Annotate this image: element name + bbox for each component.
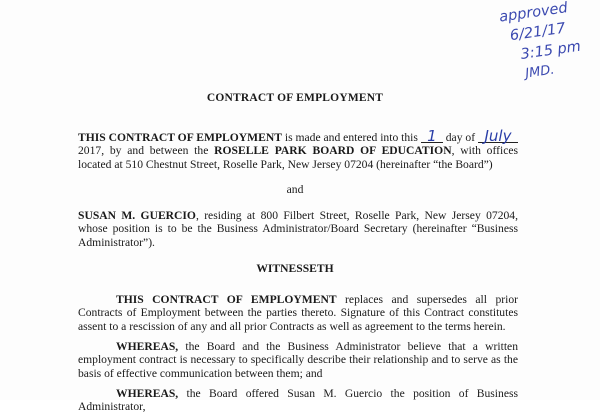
- approval-time: 3:15 pm: [519, 38, 582, 63]
- whereas-paragraph-1: [78, 340, 518, 380]
- whereas-1-text: the Board and the Business Administrator believe that a written employment contract is necessary to specifically describe their relationship and to serve as the basis of effective communication between them; and: [78, 340, 518, 380]
- supersede-paragraph: [78, 293, 518, 333]
- supersede-bold-lead: THIS CONTRACT OF EMPLOYMENT: [116, 293, 337, 306]
- handwritten-approval-note: [496, 0, 610, 87]
- party-name: SUSAN M. GUERCIO: [78, 209, 196, 222]
- witnesseth-heading: WITNESSETH: [256, 262, 334, 275]
- whereas-paragraph-2: [78, 387, 518, 414]
- whereas-2-bold-lead: WHEREAS,: [116, 387, 179, 400]
- opening-paragraph: [78, 127, 518, 171]
- opening-text-1: is made and entered into this: [281, 131, 421, 144]
- opening-text-2: day of: [442, 131, 478, 144]
- opening-text-3: 2017, by and between the: [78, 144, 215, 158]
- and-separator: and: [286, 183, 304, 196]
- board-name: ROSELLE PARK BOARD OF EDUCATION: [214, 144, 452, 158]
- approval-word: approved: [498, 0, 569, 26]
- party-paragraph: [78, 209, 518, 249]
- document-title: CONTRACT OF EMPLOYMENT: [206, 92, 384, 104]
- approval-initials: JMD.: [524, 62, 556, 82]
- month-field: July: [478, 130, 518, 143]
- supersede-text: replaces and supersedes all prior Contracts of Employment between the parties thereto. Signature of this Contract constitutes assent to a rescission of any and all prior Contracts as well as agreement to the terms herein.: [78, 293, 518, 333]
- day-field: 1: [421, 130, 443, 143]
- opening-text-4: , with offices located at 510 Chestnut Street, Roselle Park, New Jersey 07204 (hereinafter “the Board”): [78, 144, 518, 171]
- opening-bold-lead: THIS CONTRACT OF EMPLOYMENT: [78, 131, 282, 144]
- whereas-1-bold-lead: WHEREAS,: [116, 340, 179, 353]
- party-text: , residing at 800 Filbert Street, Roselle Park, New Jersey 07204, whose position is to be the Business Administrator/Board Secretary (hereinafter “Business Administrator”).: [78, 209, 518, 249]
- whereas-2-text: the Board offered Susan M. Guercio the position of Business Administrator,: [78, 387, 518, 414]
- approval-date: 6/21/17: [508, 20, 567, 45]
